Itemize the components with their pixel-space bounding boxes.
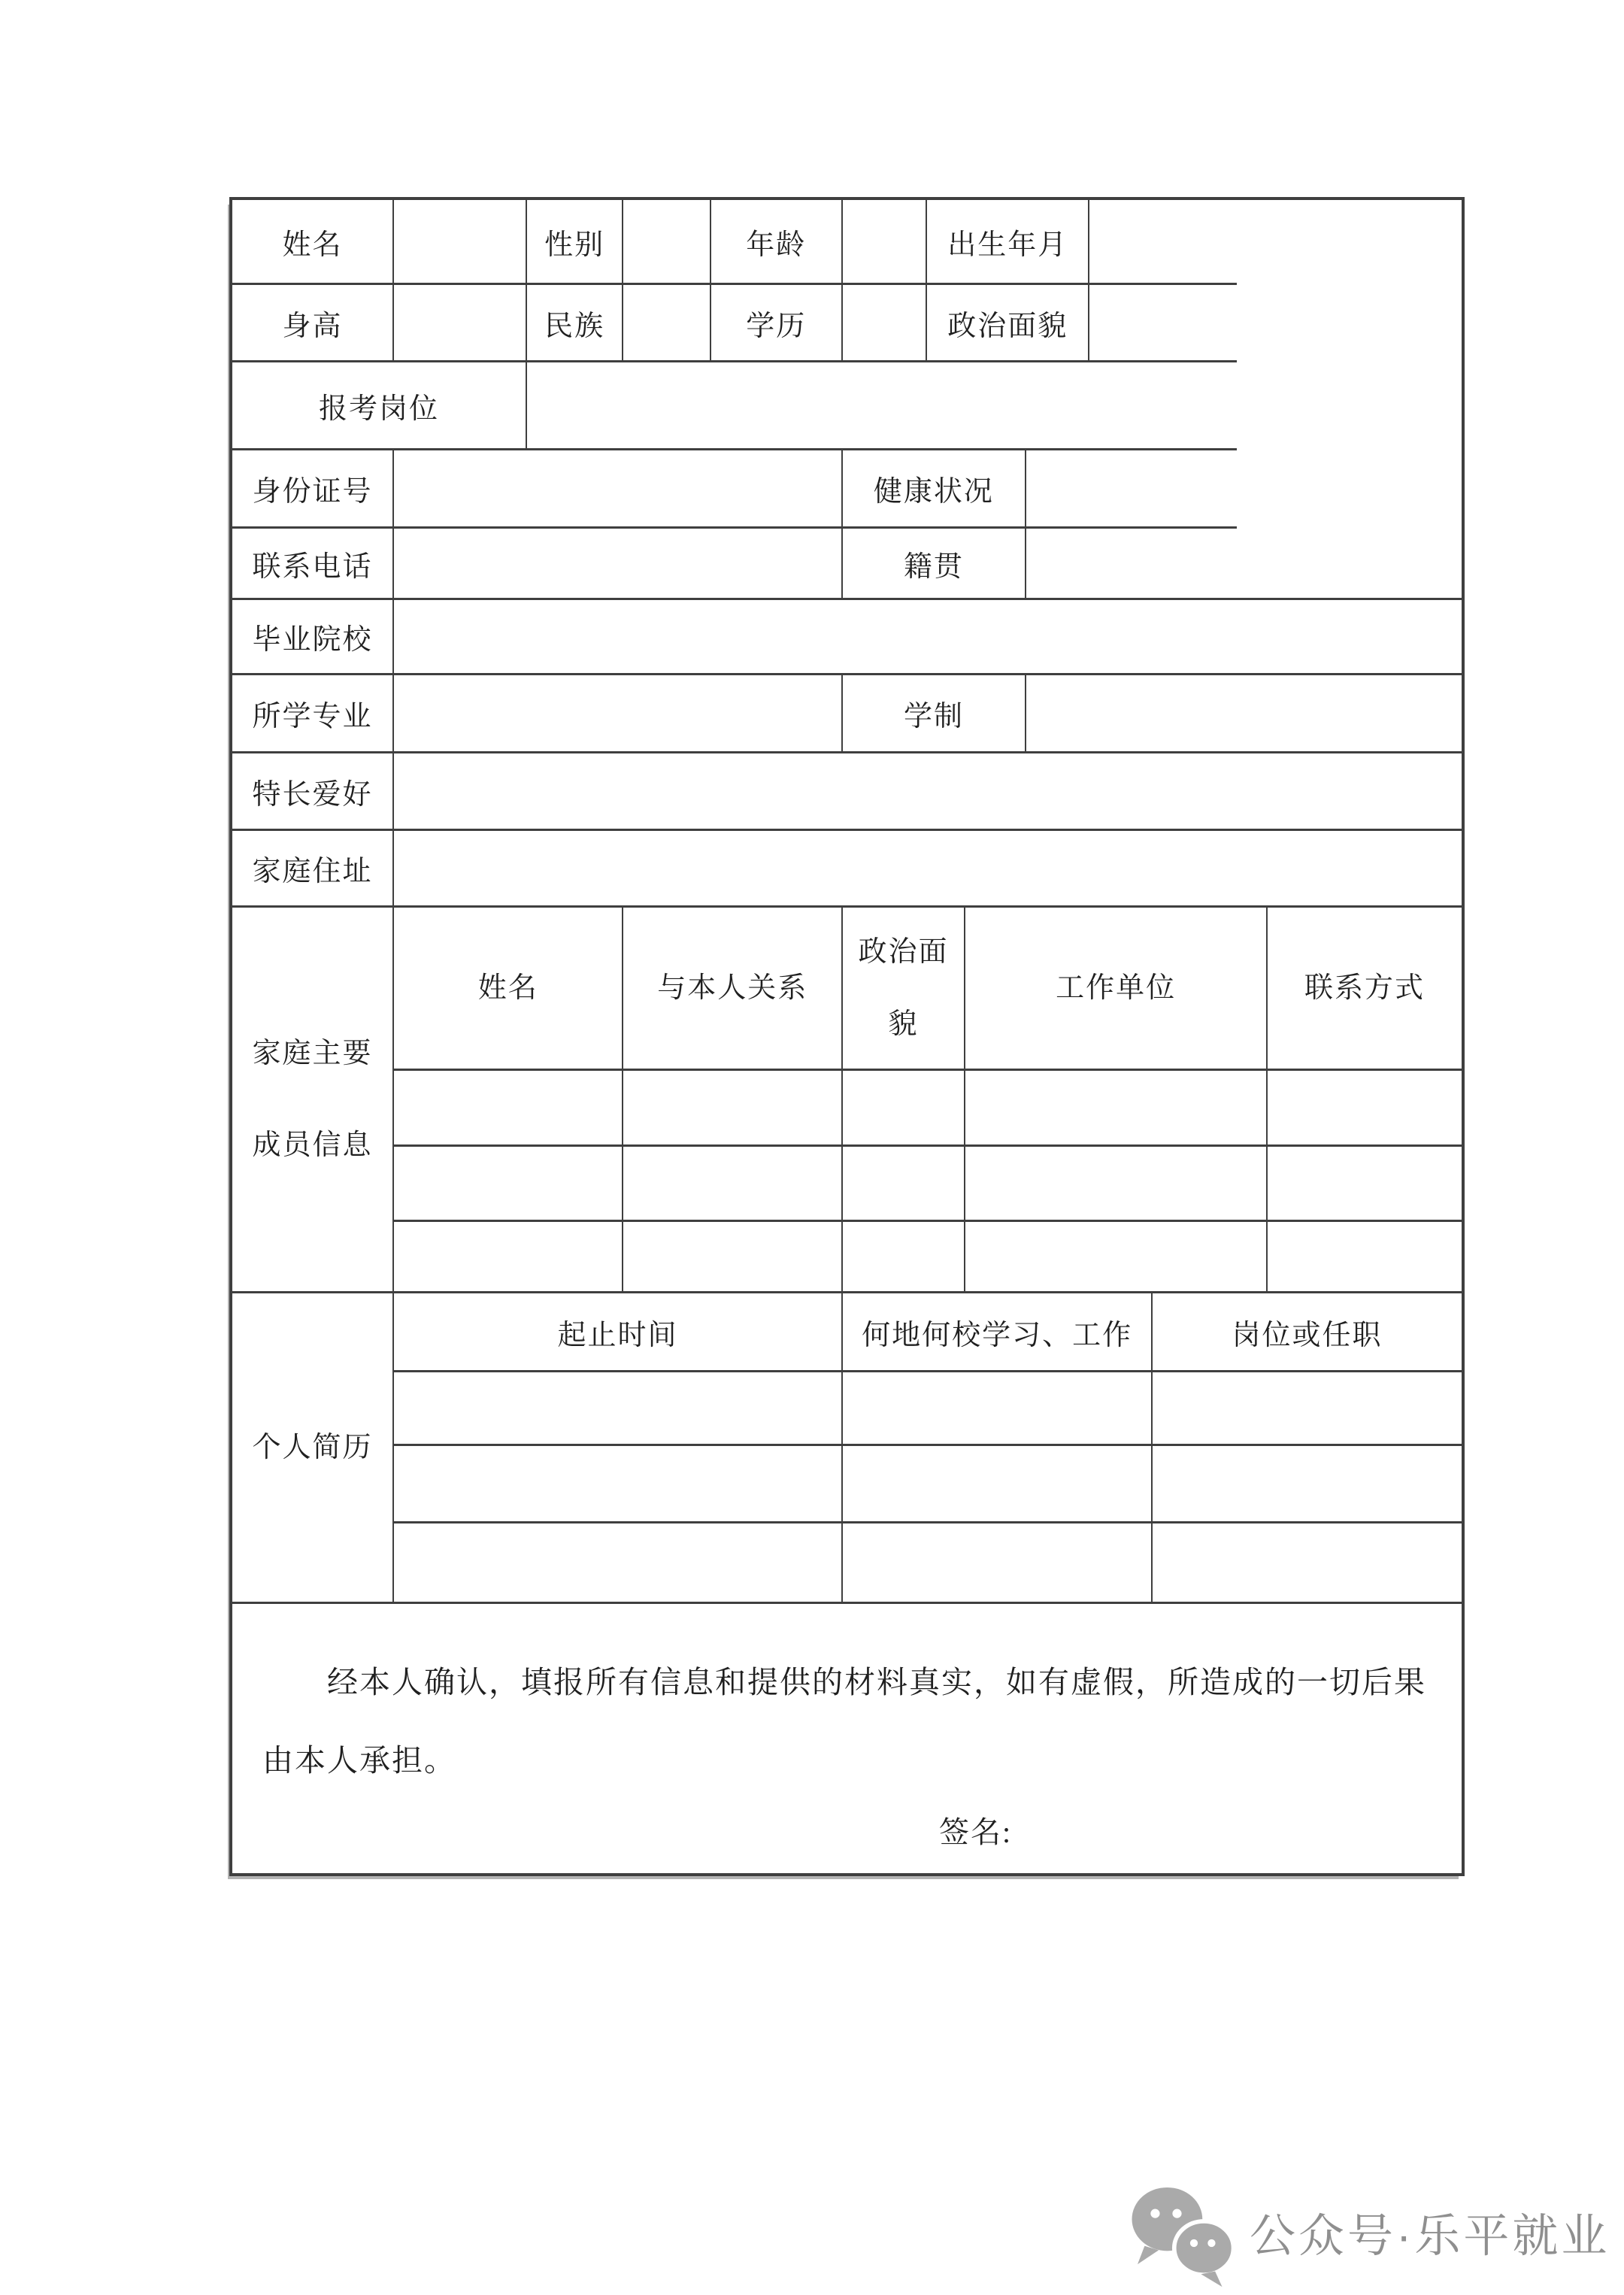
wechat-watermark (1126, 2175, 1610, 2288)
birthdate-input-cell (1089, 200, 1237, 285)
id-number-label: 身份证号 (232, 450, 394, 529)
age-label: 年龄 (711, 200, 843, 285)
health-label: 健康状况 (843, 450, 1026, 529)
hobby-label: 特长爱好 (232, 753, 394, 831)
family-header-political: 政治面貌 (843, 908, 965, 1071)
row-address (232, 831, 1462, 908)
resume-input-cell (394, 1446, 843, 1523)
family-input-cell (843, 1147, 965, 1222)
resume-input-cell (1153, 1446, 1462, 1523)
applied-position-label: 报考岗位 (232, 362, 527, 450)
family-row (394, 1222, 1462, 1293)
resume-header-place: 何地何校学习、工作 (843, 1293, 1153, 1372)
resume-input-cell (1153, 1523, 1462, 1604)
row-position (232, 362, 1237, 450)
family-header-employer: 工作单位 (965, 908, 1268, 1071)
resume-section (232, 1293, 1462, 1604)
family-input-cell (965, 1147, 1268, 1222)
phone-input-cell (394, 529, 843, 600)
resume-header-position: 岗位或任职 (1153, 1293, 1462, 1372)
row-basic-1 (232, 200, 1237, 285)
home-address-label: 家庭住址 (232, 831, 394, 908)
row-school (232, 600, 1462, 675)
name-label: 姓名 (232, 200, 394, 285)
family-input-cell (1268, 1222, 1462, 1293)
family-header-name: 姓名 (394, 908, 623, 1071)
height-label: 身高 (232, 285, 394, 362)
major-input-cell (394, 675, 843, 753)
resume-input-cell (843, 1523, 1153, 1604)
resume-row (394, 1446, 1462, 1523)
family-header-relation: 与本人关系 (623, 908, 843, 1071)
height-input-cell (394, 285, 527, 362)
resume-input-cell (394, 1372, 843, 1446)
family-section-label-line2: 成员信息 (252, 1129, 373, 1161)
political-status-label: 政治面貌 (927, 285, 1089, 362)
family-input-cell (843, 1222, 965, 1293)
family-input-cell (394, 1222, 623, 1293)
confirmation-statement (232, 1604, 1462, 1873)
statement-line-1: 经本人确认，填报所有信息和提供的材料真实，如有虚假，所造成的一切后果 (327, 1665, 1426, 1699)
family-input-cell (623, 1147, 843, 1222)
age-input-cell (843, 200, 927, 285)
ethnicity-label: 民族 (527, 285, 623, 362)
applied-position-input-cell (527, 362, 1237, 450)
ethnicity-input-cell (623, 285, 710, 362)
name-input-cell (394, 200, 527, 285)
watermark-text: 公众号·乐平就业 (1250, 2209, 1610, 2261)
resume-row (394, 1523, 1462, 1604)
birthdate-label: 出生年月 (927, 200, 1089, 285)
application-form-table (229, 197, 1465, 1876)
home-address-input-cell (394, 831, 1462, 908)
family-section-label-line1: 家庭主要 (252, 1038, 373, 1069)
row-basic-2 (232, 285, 1237, 362)
phone-label: 联系电话 (232, 529, 394, 600)
graduation-school-label: 毕业院校 (232, 600, 394, 675)
id-number-input-cell (394, 450, 843, 529)
resume-input-cell (843, 1446, 1153, 1523)
resume-row (394, 1372, 1462, 1446)
family-input-cell (965, 1222, 1268, 1293)
family-row (394, 1071, 1462, 1147)
schooling-length-input-cell (1026, 675, 1462, 753)
resume-header-period: 起止时间 (394, 1293, 843, 1372)
family-input-cell (1268, 1147, 1462, 1222)
top-section (232, 200, 1462, 600)
row-hobby (232, 753, 1462, 831)
gender-label: 性别 (527, 200, 623, 285)
family-header-contact: 联系方式 (1268, 908, 1462, 1071)
native-place-input-cell (1026, 529, 1238, 600)
hobby-input-cell (394, 753, 1462, 831)
family-input-cell (394, 1071, 623, 1147)
photo-cell (1237, 200, 1462, 600)
family-input-cell (623, 1071, 843, 1147)
statement-line-2: 由本人承担。 (262, 1743, 456, 1778)
signature-label: 签名: (939, 1815, 1013, 1849)
native-place-label: 籍贯 (843, 529, 1026, 600)
resume-section-label (232, 1293, 394, 1604)
schooling-length-label: 学制 (843, 675, 1026, 753)
major-label: 所学专业 (232, 675, 394, 753)
row-id (232, 450, 1237, 529)
wechat-icon (1126, 2175, 1239, 2288)
gender-input-cell (623, 200, 710, 285)
resume-input-cell (1153, 1372, 1462, 1446)
row-phone (232, 529, 1237, 600)
education-input-cell (843, 285, 927, 362)
family-input-cell (394, 1147, 623, 1222)
family-section-label (232, 908, 394, 1293)
resume-input-cell (394, 1523, 843, 1604)
family-input-cell (843, 1071, 965, 1147)
family-input-cell (1268, 1071, 1462, 1147)
resume-section-label-text: 个人简历 (252, 1432, 373, 1463)
family-input-cell (965, 1071, 1268, 1147)
family-row (394, 1147, 1462, 1222)
resume-input-cell (843, 1372, 1153, 1446)
education-label: 学历 (711, 285, 843, 362)
political-status-input-cell (1089, 285, 1237, 362)
health-input-cell (1026, 450, 1238, 529)
family-header-row (394, 908, 1462, 1071)
family-input-cell (623, 1222, 843, 1293)
graduation-school-input-cell (394, 600, 1462, 675)
family-members-section (232, 908, 1462, 1293)
row-major (232, 675, 1462, 753)
resume-header-row (394, 1293, 1462, 1372)
